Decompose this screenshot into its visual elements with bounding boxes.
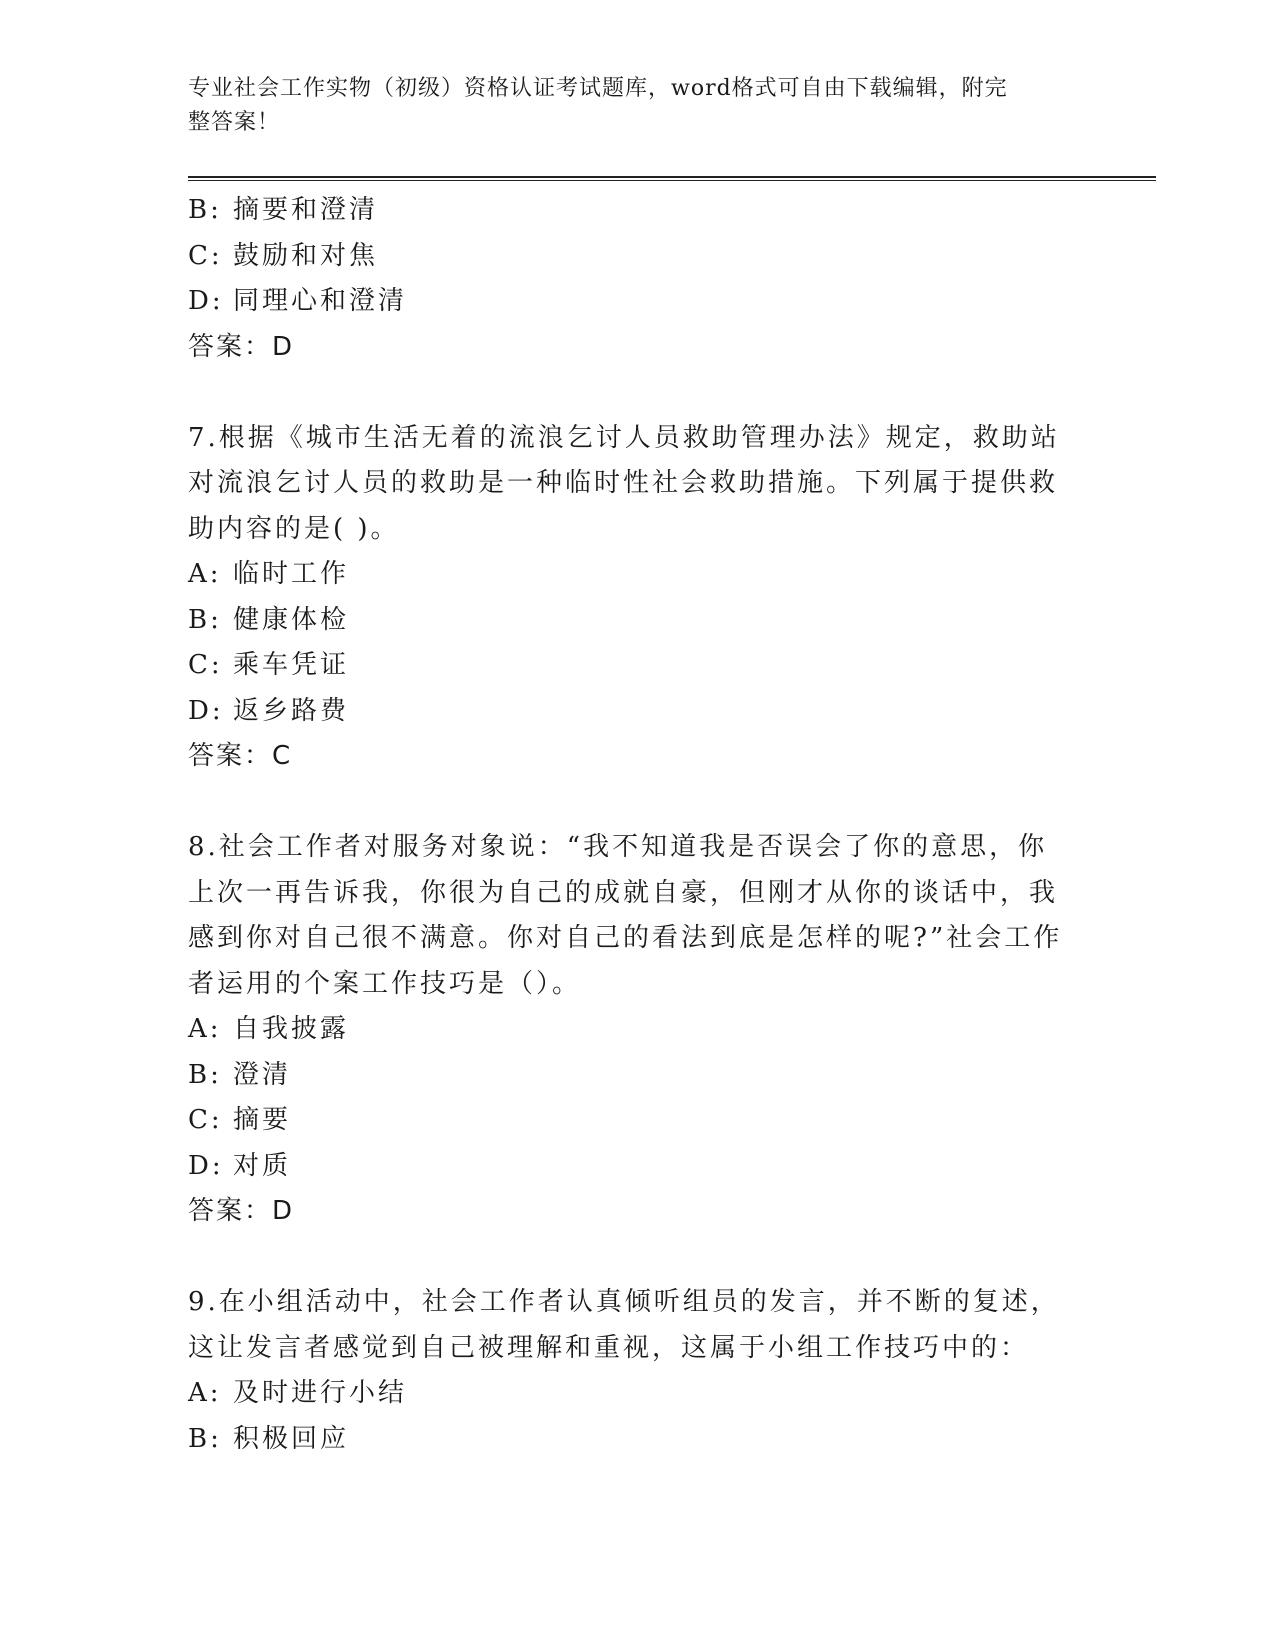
question-stem-line: 感到你对自己很不满意。你对自己的看法到底是怎样的呢?”社会工作 (188, 923, 1063, 953)
option-a (188, 1007, 1068, 1053)
option-b (188, 598, 1068, 644)
question-stem-line: 者运用的个案工作技巧是（）。 (188, 968, 582, 999)
option-letter: D: (188, 1150, 224, 1181)
option-letter: B: (188, 1059, 222, 1090)
answer: 答案：D (188, 331, 295, 362)
option-text: 对质 (233, 1150, 292, 1181)
question-6-tail (188, 188, 1068, 370)
option-d (188, 279, 1068, 325)
question-stem-line: 助内容的是( )。 (188, 513, 400, 544)
option-text: 积极回应 (233, 1423, 350, 1454)
option-text: 鼓励和对焦 (233, 240, 379, 271)
question-stem-line: 9.在小组活动中，社会工作者认真倾听组员的发言，并不断的复述， (188, 1287, 1060, 1317)
option-d (188, 689, 1068, 735)
option-letter: B: (188, 195, 222, 225)
question-stem-line: 这让发言者感觉到自己被理解和重视，这属于小组工作技巧中的： (188, 1332, 1030, 1363)
option-letter: B: (188, 1423, 222, 1454)
option-c (188, 234, 1068, 280)
page-header (188, 72, 1068, 140)
header-line-2: 整答案！ (188, 110, 281, 135)
question-stem-line: 8.社会工作者对服务对象说：“我不知道我是否误会了你的意思，你 (188, 832, 1048, 862)
spacer (188, 780, 1068, 826)
option-a (188, 1371, 1068, 1417)
option-b (188, 188, 1068, 234)
option-b (188, 1053, 1068, 1099)
option-letter: C: (188, 650, 223, 680)
question-9 (188, 1280, 1068, 1462)
option-d (188, 1144, 1068, 1190)
question-stem-line: 对流浪乞讨人员的救助是一种临时性社会救助措施。下列属于提供救 (188, 468, 1059, 498)
option-text: 及时进行小结 (233, 1378, 408, 1408)
question-8 (188, 825, 1068, 1235)
option-letter: A: (188, 559, 222, 589)
option-letter: B: (188, 604, 222, 635)
option-text: 健康体检 (233, 604, 350, 635)
option-c (188, 1098, 1068, 1144)
option-text: 自我披露 (233, 1014, 350, 1044)
question-stem-line: 上次一再告诉我，你很为自己的成就自豪，但刚才从你的谈话中，我 (188, 877, 1059, 908)
option-letter: C: (188, 240, 223, 271)
header-divider (188, 176, 1156, 181)
option-text: 同理心和澄清 (233, 286, 408, 316)
answer: 答案：D (188, 1196, 295, 1226)
question-content (188, 188, 1068, 1462)
option-text: 摘要和澄清 (233, 195, 379, 225)
option-c (188, 643, 1068, 689)
question-7 (188, 416, 1068, 780)
option-letter: D: (188, 695, 224, 726)
option-text: 返乡路费 (233, 695, 350, 726)
option-text: 摘要 (233, 1105, 292, 1135)
option-text: 乘车凭证 (233, 650, 350, 680)
option-text: 澄清 (233, 1059, 292, 1090)
option-b (188, 1417, 1068, 1463)
option-letter: C: (188, 1105, 223, 1135)
option-letter: A: (188, 1014, 222, 1044)
option-letter: D: (188, 286, 224, 316)
header-line-1: 专业社会工作实物（初级）资格认证考试题库，word格式可自由下载编辑，附完 (188, 76, 1008, 101)
option-letter: A: (188, 1378, 222, 1408)
question-stem-line: 7.根据《城市生活无着的流浪乞讨人员救助管理办法》规定，救助站 (188, 422, 1060, 453)
answer: 答案：C (188, 741, 293, 771)
spacer (188, 1235, 1068, 1281)
option-text: 临时工作 (233, 559, 350, 589)
spacer (188, 370, 1068, 416)
option-a (188, 552, 1068, 598)
